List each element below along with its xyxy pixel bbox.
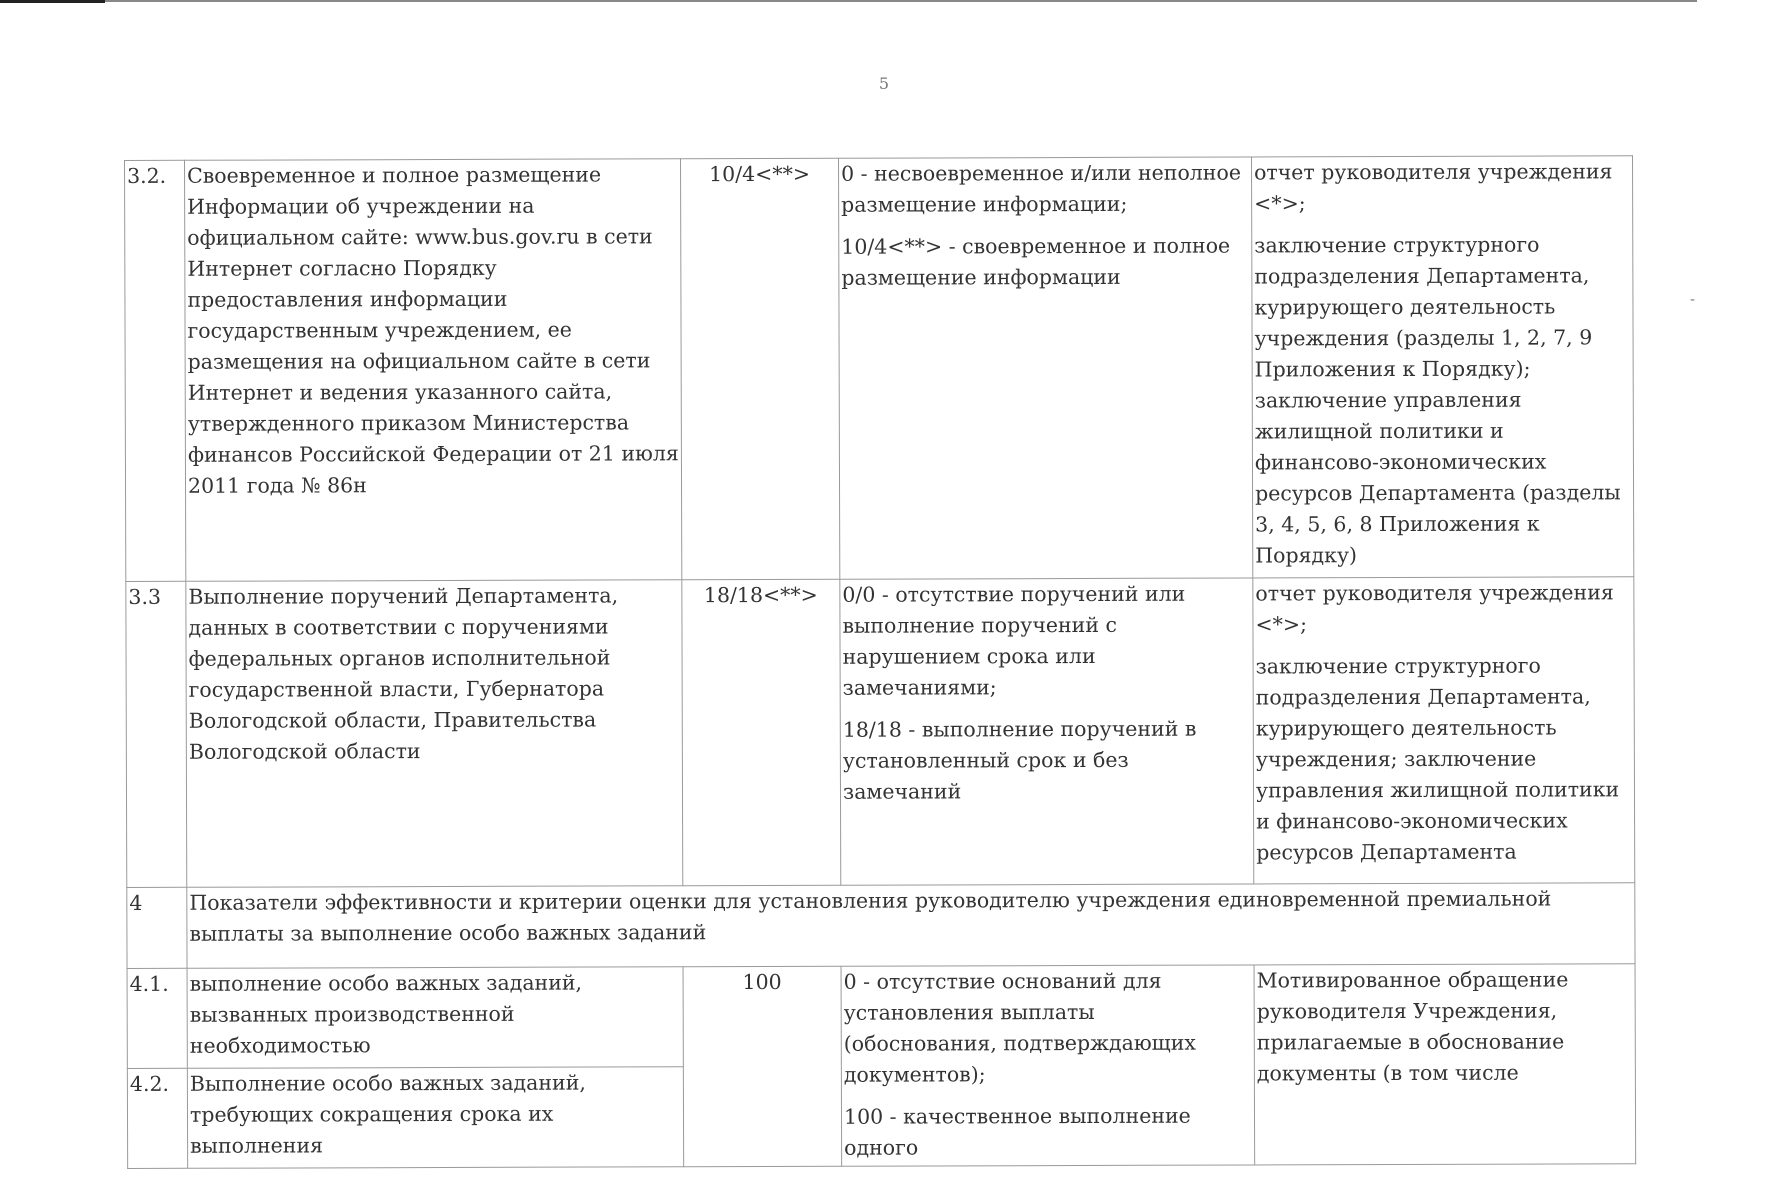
table-row [126, 577, 1635, 888]
criteria-text: 100 - качественное выполнение одного [843, 1103, 1191, 1160]
section-title: Показатели эффективности и критерии оценки для установления руководителю учреждения единовременной премиальной выплаты за выполнение особо важных заданий [187, 883, 1635, 969]
points-value: 18/18<**> [682, 579, 841, 885]
row-number: 4 [127, 887, 187, 968]
indicator-name: выполнение особо важных заданий, вызванных производственной необходимостью [187, 967, 683, 1069]
row-number: 4.2. [127, 1068, 187, 1168]
row-number: 3.3 [126, 581, 187, 887]
criteria-text: 10/4<**> - своевременное и полное размещение информации [841, 233, 1231, 290]
points-value: 100 [683, 966, 842, 1166]
table-row [127, 964, 1635, 1069]
source-cell [1253, 577, 1635, 884]
source-text: Мотивированное обращение руководителя Учреждения, прилагаемые в обоснование документы (в том числе [1256, 967, 1569, 1086]
criteria-cell [838, 157, 1252, 579]
table-row [125, 156, 1634, 582]
source-text: отчет руководителя учреждения <*>; [1255, 580, 1614, 637]
indicator-name: Выполнение особо важных заданий, требующих сокращения срока их выполнения [187, 1067, 683, 1169]
criteria-text: 0 - отсутствие оснований для установления выплаты (обоснования, подтверждающих документов); [843, 968, 1196, 1087]
top-rule [0, 0, 1697, 2]
criteria-text: 18/18 - выполнение поручений в установленный срок и без замечаний [842, 716, 1197, 804]
criteria-table [124, 155, 1636, 1169]
source-cell [1254, 964, 1636, 1165]
page-number: 5 [878, 74, 890, 93]
row-number: 4.1. [127, 968, 187, 1068]
criteria-text: 0/0 - отсутствие поручений или выполнение поручений с нарушением срока или замечаниями; [842, 581, 1186, 700]
margin-mark: - [1690, 292, 1696, 308]
source-text: заключение структурного подразделения Департамента, курирующего деятельность учреждения (разделы 1, 2, 7, 9 Приложения к Порядку); заключение управления жилищной политики и финансово-экономических ресурсов Департамента (разделы 3, 4, 5, 6, 8 Приложения к Порядку) [1254, 232, 1621, 568]
section-row [127, 883, 1635, 969]
indicator-name: Своевременное и полное размещение Информации об учреждении на официальном сайте: www.bus.gov.ru в сети Интернет согласно Порядку предоставления информации государственным учреждением, ее размещения на официальном сайте в сети Интернет и ведения указанного сайта, утвержденного приказом Министерства финансов Российской Федерации от 21 июля 2011 года № 86н [185, 159, 682, 582]
top-rule-dark [0, 0, 105, 3]
criteria-text: 0 - несвоевременное и/или неполное размещение информации; [841, 160, 1241, 217]
criteria-cell [840, 578, 1254, 885]
row-number: 3.2. [125, 160, 186, 581]
source-text: отчет руководителя учреждения <*>; [1254, 159, 1613, 216]
source-text: заключение структурного подразделения Департамента, курирующего деятельность учреждения; заключение управления жилищной политики и финансово-экономических ресурсов Департамента [1255, 653, 1620, 865]
criteria-cell [841, 965, 1255, 1166]
points-value: 10/4<**> [680, 158, 839, 579]
source-cell [1251, 156, 1633, 578]
indicator-name: Выполнение поручений Департамента, данных в соответствии с поручениями федеральных органов исполнительной государственной власти, Губернатора Вологодской области, Правительства Вологодской области [186, 580, 683, 888]
